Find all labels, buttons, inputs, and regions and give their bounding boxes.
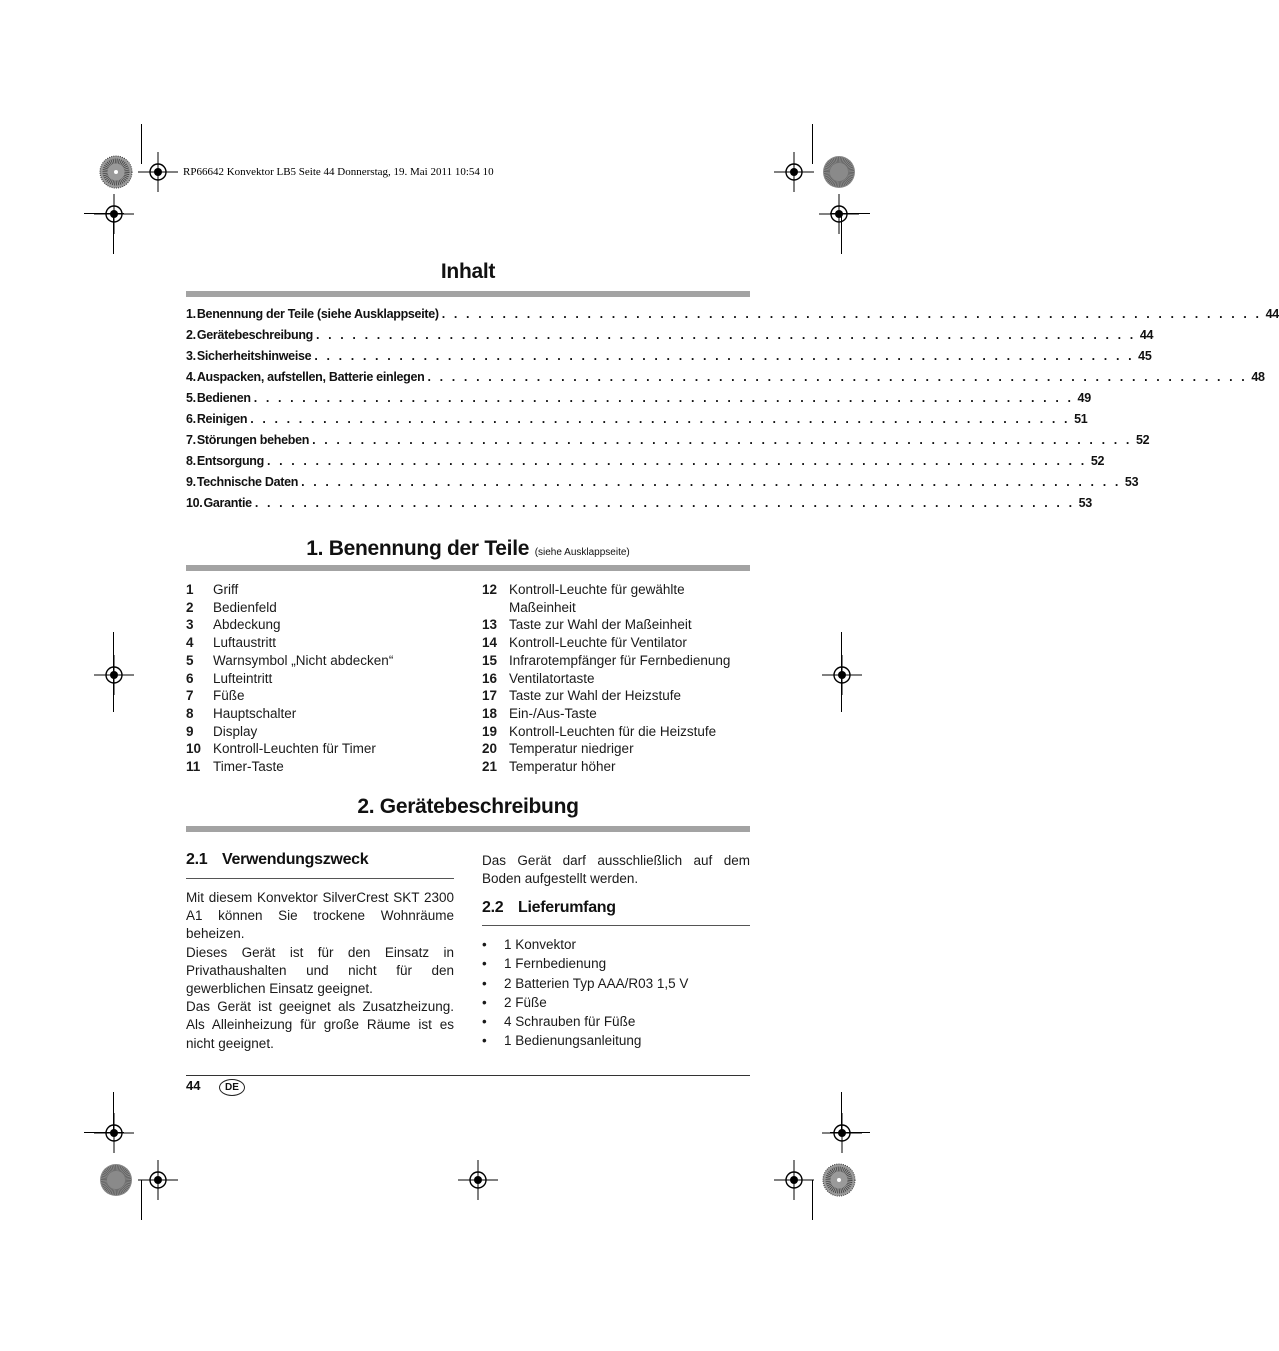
list-item [482,1031,750,1050]
description-rule [186,826,750,832]
usage-continuation [482,852,750,888]
part-label: Warnsymbol „Nicht abdecken“ [213,652,394,668]
part-label: Bedienfeld [213,599,277,615]
list-item-text: 2 Batterien Typ AAA/R03 1,5 V [504,975,689,991]
crop-mark [812,1180,813,1220]
list-item [186,599,393,617]
toc-entry-label: Entsorgung [196,454,264,468]
part-number: 7 [186,688,194,704]
crop-mark [830,213,870,214]
bullet-icon: • [482,1033,487,1049]
crop-mark [84,1132,124,1133]
list-item [482,740,750,758]
toc-leader: . . . . . . . . . . . . . . . . . . . . . . . . . . . . . . . . . . . . . . . . . . . . . . . . . . . . . . . . . . . . . . . . . . . . [441,307,1262,321]
part-label: Kontroll-Leuchte für gewählte Maßeinheit [509,582,685,615]
toc-leader: . . . . . . . . . . . . . . . . . . . . . . . . . . . . . . . . . . . . . . . . . . . . . . . . . . . . . . . . . . . . . . . . . . . . [312,433,1132,447]
toc-leader: . . . . . . . . . . . . . . . . . . . . . . . . . . . . . . . . . . . . . . . . . . . . . . . . . . . . . . . . . . . . . . . . . . . . [314,349,1135,363]
crop-mark [841,632,842,712]
toc-entry-label: Garantie [203,496,252,510]
crop-mark [830,1132,870,1133]
toc-entry-page: 51 [1074,412,1088,426]
subsection-number: 2.1 [186,851,208,868]
parts-title: 1. Benennung der Teile [306,537,530,560]
list-item [186,687,393,705]
part-number: 13 [482,617,498,633]
part-number: 4 [186,635,194,651]
toc-entry-label: Störungen beheben [196,433,310,447]
part-label: Luftaustritt [213,635,277,651]
toc-entry-number: 1. [186,307,196,321]
toc-entry-label: Reinigen [196,412,248,426]
part-number: 21 [482,759,498,775]
part-number: 17 [482,688,498,704]
toc-entry-number: 8. [186,454,196,468]
toc-leader: . . . . . . . . . . . . . . . . . . . . . . . . . . . . . . . . . . . . . . . . . . . . . . . . . . . . . . . . . . . . . . . . . . . . [253,391,1074,405]
language-badge: DE [219,1079,245,1096]
bullet-icon: • [482,956,487,972]
bullet-icon: • [482,937,487,952]
list-item [482,954,750,973]
toc-entry-number: 10. [186,496,203,510]
list-item [482,634,750,652]
registration-mark-icon [94,655,134,695]
description-section-title: 2. Gerätebeschreibung [357,795,579,818]
part-label: Timer-Taste [213,759,284,775]
toc-entry-label: Sicherheitshinweise [196,349,312,363]
toc-entry[interactable] [186,496,1092,517]
part-number: 18 [482,705,498,721]
part-label: Ein-/Aus-Taste [509,705,597,721]
crop-mark [113,632,114,712]
paragraph: Dieses Gerät ist für den Einsatz in Privathaushalten und nicht für den gewerblichen Einsatz geeignet. [186,944,454,997]
list-item [482,1012,750,1031]
registration-mark-icon [819,194,859,234]
toc-entry-number: 4. [186,370,196,384]
bullet-icon: • [482,994,487,1010]
toc-entry-page: 48 [1251,370,1265,384]
toc-entry-number: 5. [186,391,196,405]
part-label: Taste zur Wahl der Maßeinheit [509,617,692,633]
list-item [186,634,393,652]
part-number: 16 [482,670,498,686]
toc-entry-page: 52 [1135,433,1150,447]
part-label: Füße [213,688,245,704]
crop-mark [841,1092,842,1132]
toc-entry[interactable] [186,433,1150,454]
toc-leader: . . . . . . . . . . . . . . . . . . . . . . . . . . . . . . . . . . . . . . . . . . . . . . . . . . . . . . . . . . . . . . . . . . . . [266,454,1087,468]
paragraph: Das Gerät darf ausschließlich auf dem Boden aufgestellt werden. [482,853,750,887]
registration-mark-icon [822,1113,862,1153]
part-label: Abdeckung [213,617,281,633]
part-label: Kontroll-Leuchten für die Heizstufe [509,723,717,739]
paragraph: Mit diesem Konvektor SilverCrest SKT 2300 A1 können Sie trockene Wohnräume beheizen. [186,890,454,942]
color-rosette-icon [99,1163,133,1197]
footer-rule [186,1075,750,1076]
list-item [482,723,750,741]
toc-entry-page: 53 [1078,496,1092,510]
crop-mark [113,214,114,254]
subsection-heading-2-2 [482,899,616,917]
toc-entry-page: 53 [1124,475,1139,489]
parts-list-left [186,581,393,776]
part-label: Lufteintritt [213,670,273,686]
part-label: Ventilatortaste [509,670,595,686]
list-item [186,616,393,634]
list-item [482,993,750,1012]
crop-mark [113,1092,114,1132]
part-number: 14 [482,635,498,651]
toc-entry[interactable] [186,349,1152,370]
toc-entry[interactable] [186,370,1265,391]
parts-section-title [186,537,750,561]
part-label: Temperatur höher [509,759,616,775]
registration-mark-icon [458,1160,498,1200]
part-number: 1 [186,582,194,597]
part-number: 6 [186,670,194,686]
list-item [482,616,750,634]
list-item [186,740,393,758]
toc-entry-number: 7. [186,433,196,447]
list-item [186,758,393,776]
subsection-title: Lieferumfang [518,899,616,916]
subsection-rule [186,878,454,879]
parts-rule [186,565,750,571]
toc-entry-number: 3. [186,349,196,363]
registration-mark-icon [138,152,178,192]
part-label: Temperatur niedriger [509,741,634,757]
part-number: 10 [186,741,202,757]
part-number: 9 [186,723,194,739]
part-number: 3 [186,617,194,633]
color-rosette-icon [822,1163,856,1197]
toc-entry-label: Gerätebeschreibung [196,328,313,342]
list-item [482,974,750,993]
toc-entry[interactable] [186,412,1088,433]
registration-mark-icon [822,655,862,695]
toc-leader: . . . . . . . . . . . . . . . . . . . . . . . . . . . . . . . . . . . . . . . . . . . . . . . . . . . . . . . . . . . . . . . . . . . . [301,475,1121,489]
toc-entry-page: 52 [1090,454,1105,468]
part-label: Display [213,723,258,739]
toc-leader: . . . . . . . . . . . . . . . . . . . . . . . . . . . . . . . . . . . . . . . . . . . . . . . . . . . . . . . . . . . . . . . . . . . . [250,412,1071,426]
list-item [186,581,393,599]
toc-entry-page: 49 [1077,391,1091,405]
list-item [482,652,750,670]
toc-entry-label: Auspacken, aufstellen, Batterie einlegen [196,370,425,384]
toc-leader: . . . . . . . . . . . . . . . . . . . . . . . . . . . . . . . . . . . . . . . . . . . . . . . . . . . . . . . . . . . . . . . . . . . . [254,496,1075,510]
subsection-heading-2-1 [186,851,368,869]
toc-entry[interactable] [186,307,1279,328]
part-label: Kontroll-Leuchten für Timer [213,741,376,757]
part-label: Kontroll-Leuchte für Ventilator [509,635,687,651]
list-item [482,670,750,688]
bullet-icon: • [482,1014,487,1030]
toc-entry-page: 45 [1138,349,1152,363]
crop-mark [84,213,124,214]
toc-entry-label: Benennung der Teile (siehe Ausklappseite) [196,307,439,321]
toc-entry[interactable] [186,391,1091,412]
print-slug: RP66642 Konvektor LB5 Seite 44 Donnerstag, 19. Mai 2011 10:54 10 [183,166,494,178]
list-item [482,581,750,616]
registration-mark-icon [94,194,134,234]
toc-entry-label: Bedienen [196,391,251,405]
registration-mark-icon [94,1113,134,1153]
toc-title: Inhalt [440,260,496,283]
toc-entry-page: 44 [1265,307,1279,321]
part-number: 20 [482,741,498,757]
toc-rule [186,291,750,297]
part-number: 11 [186,759,201,775]
color-rosette-icon [822,155,856,189]
color-rosette-icon [99,155,133,189]
part-number: 19 [482,723,498,739]
list-item-text: 1 Fernbedienung [504,956,607,972]
list-item-text: 2 Füße [504,994,547,1010]
toc-leader: . . . . . . . . . . . . . . . . . . . . . . . . . . . . . . . . . . . . . . . . . . . . . . . . . . . . . . . . . . . . . . . . . . . . [427,370,1248,384]
part-label: Infrarotempfänger für Fernbedienung [509,652,731,668]
toc-entry-number: 2. [186,328,196,342]
crop-mark [841,214,842,254]
subsection-title: Verwendungszweck [222,851,369,868]
list-item [482,705,750,723]
paragraph: Das Gerät ist geeignet als Zusatzheizung. Als Alleinheizung für große Räume ist es nicht geeignet. [186,999,454,1051]
crop-mark [141,1180,142,1220]
list-item [186,723,393,741]
list-item-text: 1 Bedienungsanleitung [504,1033,642,1049]
table-of-contents [186,307,1279,517]
part-number: 12 [482,582,498,597]
registration-mark-icon [774,1160,814,1200]
list-item [482,758,750,776]
list-item [186,705,393,723]
part-number: 15 [482,652,498,668]
toc-entry[interactable] [186,454,1105,475]
part-label: Taste zur Wahl der Heizstufe [509,688,682,704]
page-number: 44 [186,1078,201,1093]
part-number: 5 [186,652,194,668]
usage-text [186,889,454,1053]
part-label: Hauptschalter [213,705,297,721]
parts-list-right [482,581,750,776]
list-item [482,687,750,705]
list-item [186,670,393,688]
part-number: 2 [186,599,194,615]
toc-entry-label: Technische Daten [196,475,299,489]
part-label: Griff [213,582,239,597]
toc-entry-number: 9. [186,475,196,489]
registration-mark-icon [774,152,814,192]
delivery-contents-list [482,935,750,1051]
bullet-icon: • [482,975,487,991]
parts-title-note: (siehe Ausklappseite) [534,547,630,558]
list-item-text: 1 Konvektor [504,937,577,952]
crop-mark [812,124,813,164]
toc-entry-page: 44 [1139,328,1154,342]
registration-mark-icon [138,1160,178,1200]
toc-entry-number: 6. [186,412,196,426]
subsection-number: 2.2 [482,899,504,916]
toc-entry[interactable] [186,475,1139,496]
toc-leader: . . . . . . . . . . . . . . . . . . . . . . . . . . . . . . . . . . . . . . . . . . . . . . . . . . . . . . . . . . . . . . . . . . . . [316,328,1136,342]
crop-mark [141,124,142,164]
toc-entry[interactable] [186,328,1154,349]
list-item [482,935,750,954]
subsection-rule [482,925,750,926]
list-item-text: 4 Schrauben für Füße [504,1014,636,1030]
part-number: 8 [186,705,194,721]
list-item [186,652,393,670]
